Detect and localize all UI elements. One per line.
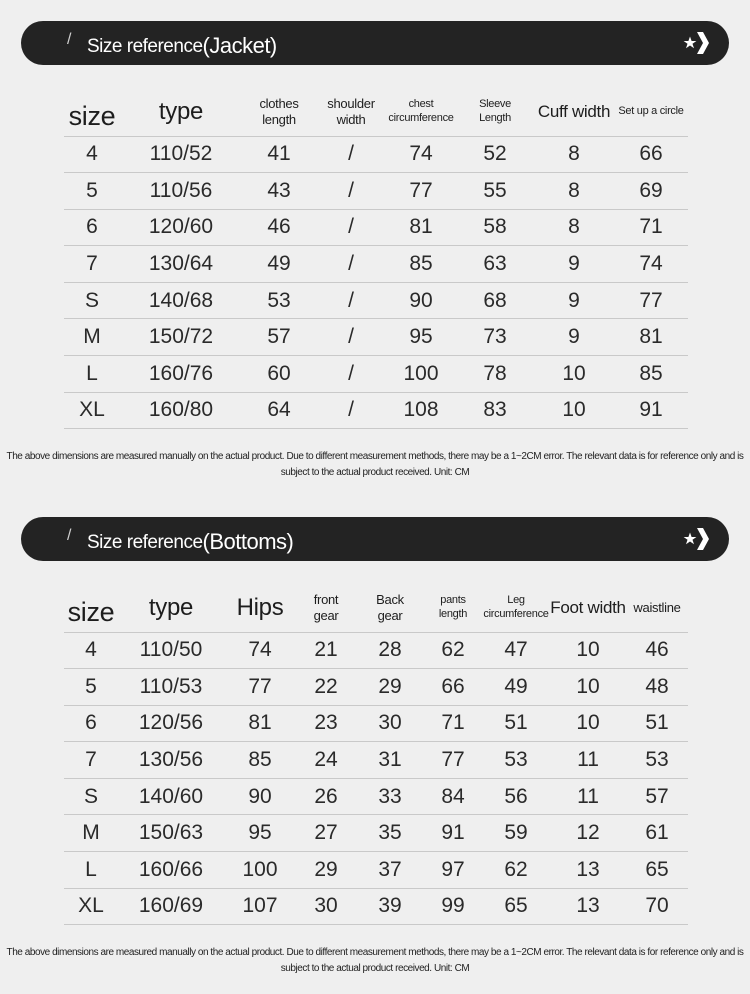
table-cell: L [64,852,118,889]
col-header-cuff-width: Cuff width [534,88,614,136]
table-cell: 28 [356,632,424,669]
jacket-banner [21,21,729,65]
table-cell: 66 [424,669,482,706]
table-cell: 6 [64,209,120,246]
table-cell: / [316,173,386,210]
table-cell: 95 [224,815,296,852]
table-cell: 57 [626,778,688,815]
col-header-size: size [64,88,120,136]
table-cell: / [316,356,386,393]
bottoms-title [87,528,293,554]
table-cell: 6 [64,705,118,742]
converse-star-chevron-icon [683,32,709,54]
table-cell: 59 [482,815,550,852]
table-cell: 51 [482,705,550,742]
table-cell: 22 [296,669,356,706]
table-cell: 5 [64,669,118,706]
table-cell: 5 [64,173,120,210]
col-header-front-gear: front gear [296,584,356,632]
table-cell: 95 [386,319,456,356]
table-row [64,852,688,889]
table-cell: 77 [224,669,296,706]
table-cell: 30 [356,705,424,742]
table-cell: 13 [550,852,626,889]
table-cell: 35 [356,815,424,852]
col-header-clothes-length: clothes length [242,88,316,136]
table-cell: 120/60 [120,209,242,246]
table-row [64,209,688,246]
table-cell: / [316,136,386,173]
table-cell: L [64,356,120,393]
bottoms-title-paren: (Bottoms) [202,529,294,554]
table-cell: 71 [424,705,482,742]
table-cell: 31 [356,742,424,779]
table-cell: 37 [356,852,424,889]
table-cell: 110/56 [120,173,242,210]
table-cell: 65 [482,888,550,925]
col-header-shoulder-width: shoulder width [316,88,386,136]
table-cell: 33 [356,778,424,815]
jacket-note-line-1: The above dimensions are measured manually on the actual product. Due to different measurement methods, there may be a 1~2CM error. The relevant data is for reference only and is [6,451,744,462]
table-cell: 71 [614,209,688,246]
table-cell: / [316,209,386,246]
col-header-pants-length: pants length [424,584,482,632]
table-cell: 30 [296,888,356,925]
table-cell: 60 [242,356,316,393]
table-cell: 7 [64,246,120,283]
table-cell: 57 [242,319,316,356]
table-cell: / [316,392,386,429]
table-row [64,356,688,393]
table-cell: 62 [424,632,482,669]
table-cell: 52 [456,136,534,173]
table-cell: 46 [626,632,688,669]
table-cell: 51 [626,705,688,742]
table-cell: 10 [550,705,626,742]
table-cell: 160/76 [120,356,242,393]
table-cell: 63 [456,246,534,283]
jacket-measurement-note [0,449,750,481]
table-cell: 47 [482,632,550,669]
table-cell: 10 [550,669,626,706]
converse-star-chevron-icon [683,528,709,550]
table-cell: 8 [534,209,614,246]
bottoms-header-row [64,584,688,632]
table-cell: 10 [534,356,614,393]
slash-decoration: / [67,527,72,544]
table-cell: 77 [386,173,456,210]
table-cell: 55 [456,173,534,210]
slash-decoration: / [67,31,72,48]
table-cell: 100 [224,852,296,889]
table-cell: 21 [296,632,356,669]
table-cell: M [64,319,120,356]
jacket-note-line-2: subject to the actual product received. Unit: CM [280,467,470,478]
table-cell: 29 [296,852,356,889]
jacket-title-paren: (Jacket) [202,33,277,58]
jacket-size-table [64,88,688,429]
table-cell: 130/56 [118,742,224,779]
table-cell: 150/72 [120,319,242,356]
table-cell: 27 [296,815,356,852]
table-cell: 26 [296,778,356,815]
col-header-type: type [118,584,224,632]
table-cell: 53 [242,282,316,319]
table-cell: 150/63 [118,815,224,852]
col-header-type: type [120,88,242,136]
table-row [64,392,688,429]
table-cell: 49 [482,669,550,706]
table-cell: 13 [550,888,626,925]
bottoms-note-line-1: The above dimensions are measured manually on the actual product. Due to different measurement methods, there may be a 1~2CM error. The relevant data is for reference only and is [6,947,744,958]
table-cell: 74 [614,246,688,283]
table-row [64,669,688,706]
col-header-set-up-circle: Set up a circle [614,88,688,136]
table-row [64,173,688,210]
table-cell: 110/53 [118,669,224,706]
table-cell: 41 [242,136,316,173]
table-cell: 74 [224,632,296,669]
table-cell: 160/69 [118,888,224,925]
table-cell: / [316,246,386,283]
table-cell: 68 [456,282,534,319]
table-cell: 65 [626,852,688,889]
table-cell: XL [64,392,120,429]
col-header-chest-circumference: chest circumference [386,88,456,136]
bottoms-title-text: Size reference [87,532,203,553]
col-header-leg-circumference: Leg circumference [482,584,550,632]
table-cell: 7 [64,742,118,779]
table-cell: 53 [482,742,550,779]
table-cell: 81 [386,209,456,246]
table-cell: 81 [614,319,688,356]
table-cell: 85 [386,246,456,283]
jacket-title [87,32,277,58]
table-cell: 43 [242,173,316,210]
table-cell: 11 [550,778,626,815]
table-row [64,888,688,925]
table-cell: 99 [424,888,482,925]
table-cell: 46 [242,209,316,246]
table-cell: 23 [296,705,356,742]
table-row [64,319,688,356]
table-cell: S [64,282,120,319]
table-cell: 77 [614,282,688,319]
table-cell: 64 [242,392,316,429]
bottoms-size-table [64,584,688,925]
table-cell: 8 [534,173,614,210]
table-row [64,136,688,173]
table-cell: 9 [534,319,614,356]
table-cell: 107 [224,888,296,925]
table-cell: M [64,815,118,852]
table-cell: 53 [626,742,688,779]
table-row [64,815,688,852]
table-cell: 10 [534,392,614,429]
col-header-hips: Hips [224,584,296,632]
jacket-header-row [64,88,688,136]
table-cell: 90 [224,778,296,815]
table-row [64,778,688,815]
table-cell: 140/68 [120,282,242,319]
table-cell: 9 [534,282,614,319]
table-cell: 4 [64,136,120,173]
table-cell: 4 [64,632,118,669]
col-header-size: size [64,584,118,632]
table-row [64,742,688,779]
bottoms-note-line-2: subject to the actual product received. Unit: CM [280,963,470,974]
table-cell: 58 [456,209,534,246]
table-cell: 85 [224,742,296,779]
table-cell: 56 [482,778,550,815]
table-cell: 62 [482,852,550,889]
table-cell: 120/56 [118,705,224,742]
table-cell: 140/60 [118,778,224,815]
table-row [64,246,688,283]
table-cell: 160/66 [118,852,224,889]
table-cell: 91 [424,815,482,852]
bottoms-banner [21,517,729,561]
col-header-back-gear: Back gear [356,584,424,632]
table-cell: / [316,282,386,319]
table-cell: XL [64,888,118,925]
table-cell: 29 [356,669,424,706]
table-cell: 100 [386,356,456,393]
table-cell: 70 [626,888,688,925]
table-cell: 10 [550,632,626,669]
table-cell: 12 [550,815,626,852]
table-cell: 84 [424,778,482,815]
table-cell: 66 [614,136,688,173]
jacket-title-text: Size reference [87,36,203,57]
table-cell: 97 [424,852,482,889]
col-header-waistline: waistline [626,584,688,632]
table-cell: 77 [424,742,482,779]
table-row [64,282,688,319]
table-cell: 73 [456,319,534,356]
col-header-foot-width: Foot width [550,584,626,632]
table-cell: 49 [242,246,316,283]
table-cell: 160/80 [120,392,242,429]
table-cell: 61 [626,815,688,852]
table-cell: 9 [534,246,614,283]
table-cell: 130/64 [120,246,242,283]
table-row [64,632,688,669]
col-header-sleeve-length: Sleeve Length [456,88,534,136]
table-row [64,705,688,742]
table-cell: 8 [534,136,614,173]
table-cell: 48 [626,669,688,706]
table-cell: 90 [386,282,456,319]
table-cell: 74 [386,136,456,173]
table-cell: 81 [224,705,296,742]
table-cell: S [64,778,118,815]
table-cell: 83 [456,392,534,429]
table-cell: 110/50 [118,632,224,669]
table-cell: 78 [456,356,534,393]
table-cell: 11 [550,742,626,779]
table-cell: 69 [614,173,688,210]
table-cell: / [316,319,386,356]
table-cell: 24 [296,742,356,779]
table-cell: 110/52 [120,136,242,173]
table-cell: 39 [356,888,424,925]
table-cell: 108 [386,392,456,429]
table-cell: 91 [614,392,688,429]
bottoms-measurement-note [0,945,750,977]
table-cell: 85 [614,356,688,393]
